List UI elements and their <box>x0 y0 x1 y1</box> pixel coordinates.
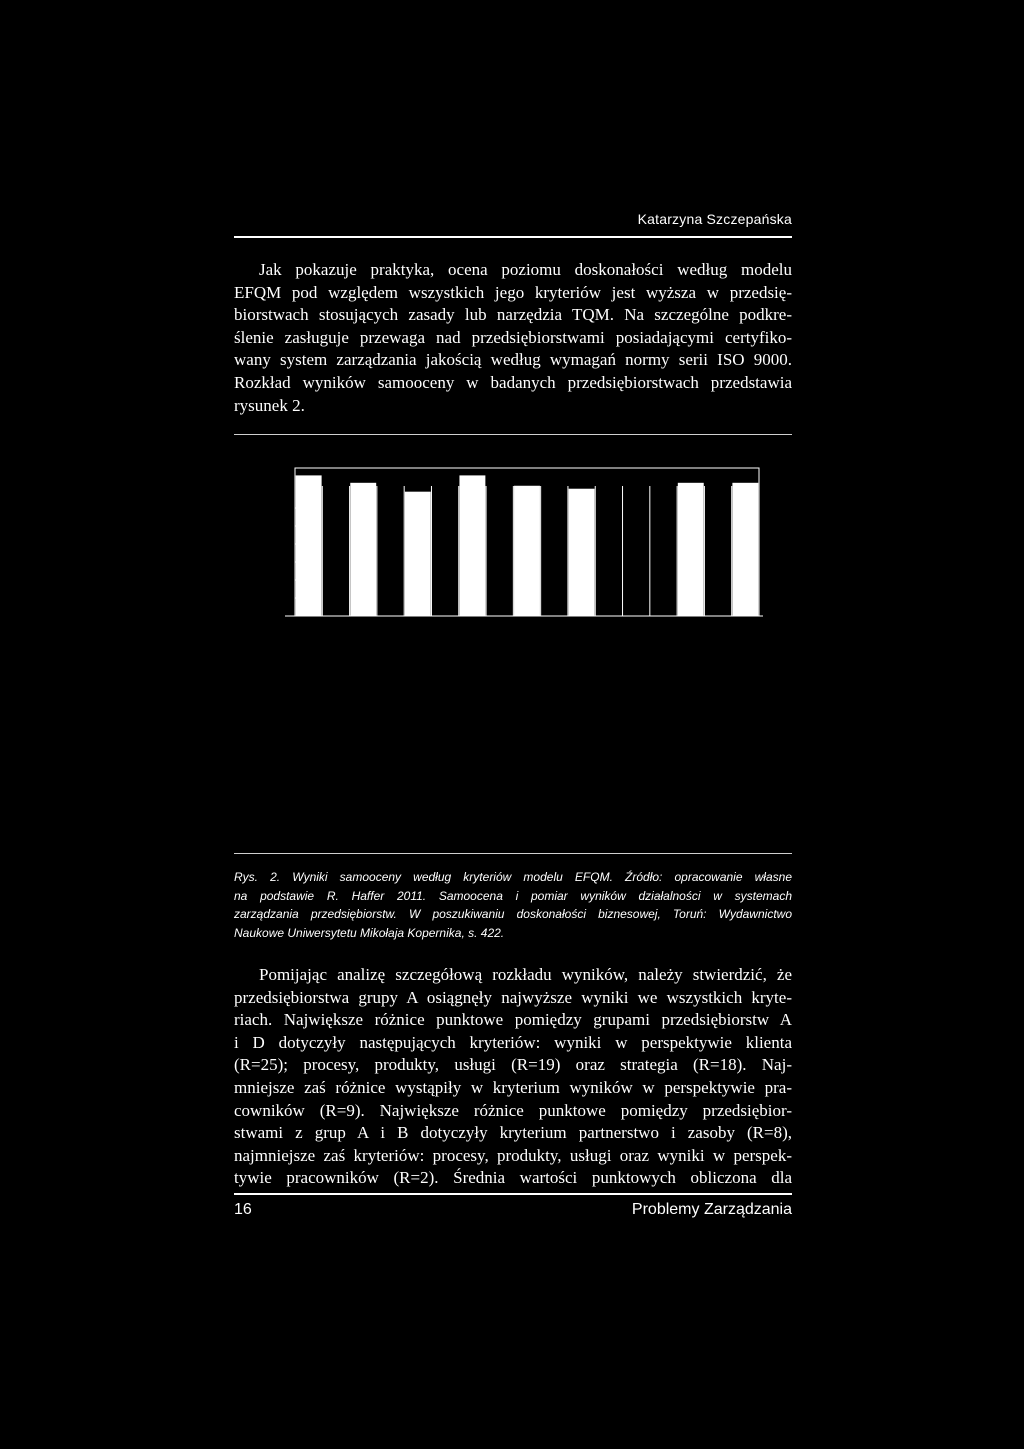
figure-bottom-rule <box>234 853 792 854</box>
paragraph-line: przedsiębiorstwa grupy A osiągnęły najwyższe wyniki we wszystkich kryte- <box>234 987 792 1007</box>
paragraph-line: Rozkład wyników samooceny w badanych przedsiębiorstwach przedstawia <box>234 372 792 392</box>
paragraph-intro <box>234 259 792 417</box>
caption-line: Rys. 2. Wyniki samooceny według kryteriów modelu EFQM. Źródło: opracowanie własne <box>234 870 792 884</box>
paragraph-line: biorstwach stosujących zasady lub narzędzia TQM. Na szczególne podkre- <box>234 305 792 325</box>
footer-rule <box>234 1193 792 1195</box>
paragraph-line: i D dotyczyły następujących kryteriów: wyniki w perspektywie klienta <box>234 1032 792 1052</box>
caption-line: zarządzania przedsiębiorstw. W poszukiwaniu doskonałości biznesowej, Toruń: Wydawnictwo <box>234 907 792 922</box>
paragraph-line: riach. Największe różnice punktowe pomiędzy grupami przedsiębiorstw A <box>234 1010 792 1030</box>
bar <box>569 489 595 616</box>
paragraph-line: cowników (R=9). Największe różnice punktowe pomiędzy przedsiębior- <box>234 1100 792 1120</box>
bar <box>459 475 485 616</box>
paragraph-line: EFQM pod względem wszystkich jego kryteriów jest wyższa w przedsię- <box>234 282 792 302</box>
bar <box>732 483 758 616</box>
paragraph-line: Jak pokazuje praktyka, ocena poziomu doskonałości według modelu <box>259 260 792 279</box>
bar <box>678 483 704 616</box>
paragraph-line: wany system zarządzania jakością według wymagań normy serii ISO 9000. <box>234 350 792 370</box>
header-rule <box>234 236 792 238</box>
bar <box>296 475 322 616</box>
paragraph-analysis <box>234 964 792 1190</box>
paragraph-line: Pomijając analizę szczegółową rozkładu wyników, należy stwierdzić, że <box>259 965 792 984</box>
journal-title: Problemy Zarządzania <box>631 1201 792 1218</box>
paragraph-line: rysunek 2. <box>234 395 305 415</box>
bar <box>350 483 376 616</box>
figure-chart <box>285 462 763 622</box>
paragraph-line: mniejsze zaś różnice wystąpiły w kryterium wyników w perspektywie pra- <box>234 1077 792 1097</box>
paragraph-line: najmniejsze zaś kryteriów: procesy, produkty, usługi oraz wyniki w perspek- <box>234 1145 792 1165</box>
page-number: 16 <box>234 1201 252 1218</box>
running-header-author: Katarzyna Szczepańska <box>637 211 792 227</box>
figure-top-rule <box>234 434 792 435</box>
paragraph-line: stwami z grup A i B dotyczyły kryterium partnerstwo i zasoby (R=8), <box>234 1123 792 1143</box>
paragraph-line: (R=25); procesy, produkty, usługi (R=19) oraz strategia (R=18). Naj- <box>234 1055 792 1075</box>
figure-caption <box>234 868 792 942</box>
paragraph-line: ślenie zasługuje przewaga nad przedsiębiorstwami posiadającymi certyfiko- <box>234 327 792 347</box>
bar-chart <box>285 462 763 622</box>
caption-line: Naukowe Uniwersytetu Mikołaja Kopernika, s. 422. <box>234 925 505 940</box>
bar <box>514 486 540 616</box>
caption-line: na podstawie R. Haffer 2011. Samoocena i pomiar wyników działalności w systemach <box>234 888 792 903</box>
paragraph-line: tywie pracowników (R=2). Średnia wartości punktowych obliczona dla <box>234 1168 792 1188</box>
bar <box>405 492 431 616</box>
